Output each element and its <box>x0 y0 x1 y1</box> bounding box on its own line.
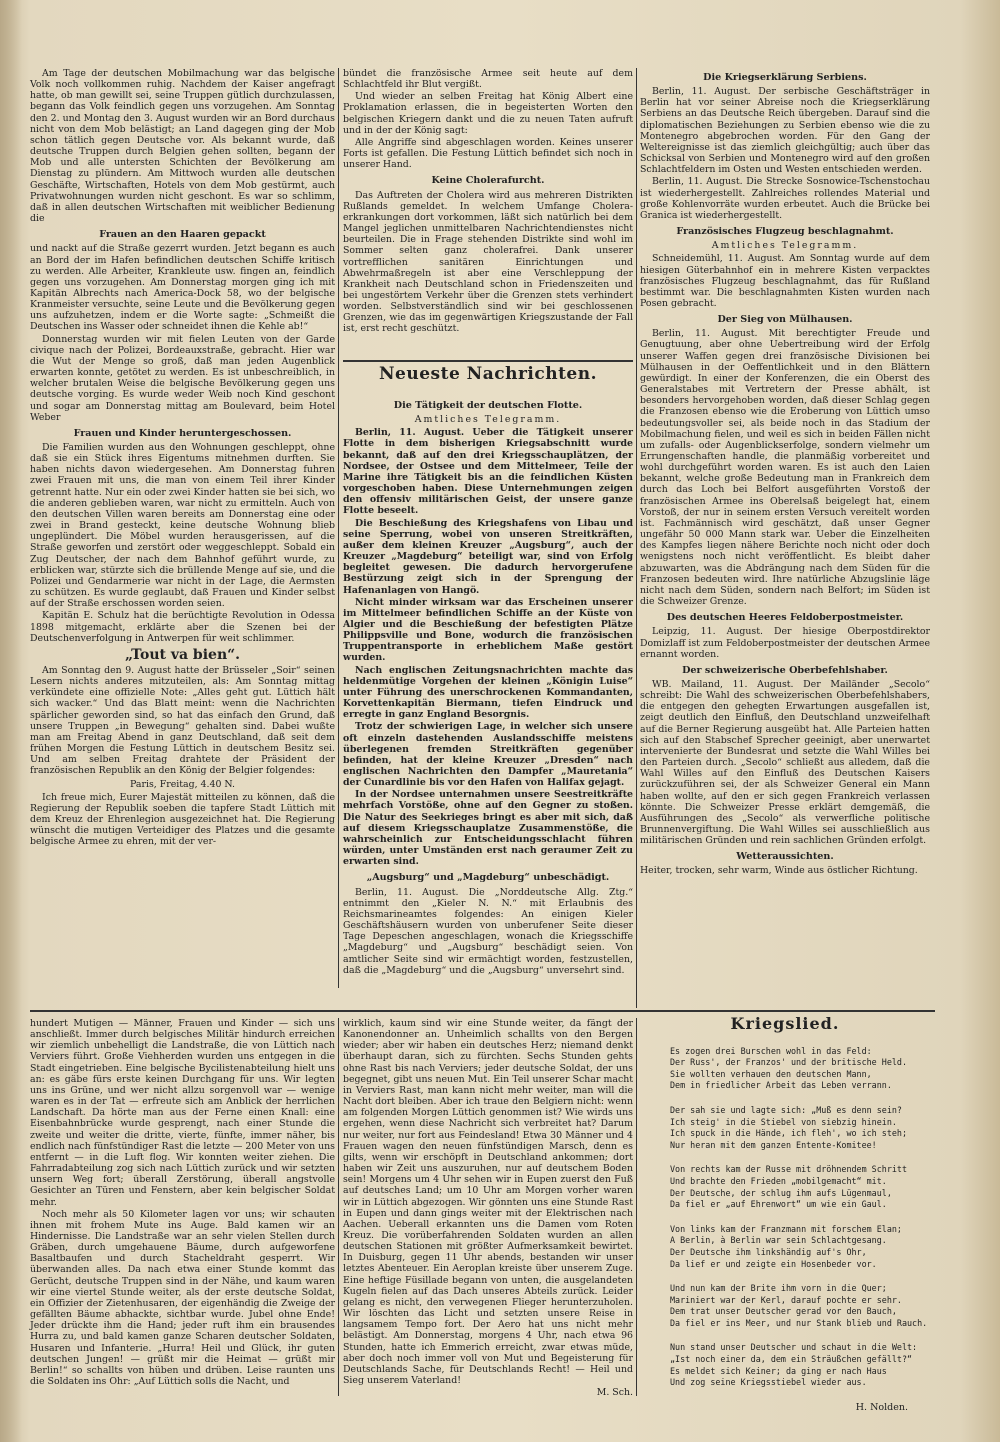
poem-line: Sie wollten verhauen den deutschen Mann, <box>670 1068 872 1079</box>
paragraph: hundert Mutigen — Männer, Frauen und Kinder — sich uns anschließt. Immer durch belgisches Militär hindurch erreichen wir ziemlich unbehelligt die Landstraße, die von Lüttich nach Verviers führt. Große Viehherden wurden uns entgegen in die Stadt eingetrieben. Eine belgische Bycilistenabteilung hielt uns an: es gäbe fürs erste keinen Durchgang für uns. Wir legten uns ins Grüne, und wer nicht allzu sorgenvoll war — wenige waren es in der Tat — erfreute sich am Anblick der herrlichen Landschaft. Da hörte man aus der Ferne einen Knall: eine Eisenbahnbrücke wurde gesprengt, nach einer Stunde die zweite und weiter die dritte, vierte, fünfte, immer näher, bis endlich nach fünfstündiger Rast die letzte — 200 Meter von uns entfernt — in die Luft flog. Wir konnten weiter ziehen. Die Fahrradabteilung zog sich nach Lüttich zurück und wir setzten unsern Weg fort; überall Zerstörung, überall angstvolle Gesichter an Türen und Fenstern, aber kein belgischer Soldat mehr. <box>30 1018 335 1208</box>
poem-stanza <box>670 1105 930 1151</box>
dateline: Paris, Freitag, 4.40 N. <box>129 778 235 790</box>
paragraph: Donnerstag wurden wir mit fielen Leuten von der Garde civique nach der Polizei, Bordeauxstraße, gebracht. Hier war die Wut der Menge so groß, daß man jeden Augenblick erwarten konnte, getötet zu werden. Es ist unbeschreiblich, in welcher brutalen Weise die belgische Bevölkerung gegen uns deutsche vorging. Es wurde weder Weib noch Kind geschont und sogar am Donnerstag mittag am Boulevard, beim Hotel Weber <box>30 333 335 423</box>
subheading: Der Sieg von Mülhausen. <box>717 314 853 326</box>
column-rule <box>636 1018 637 1396</box>
poem-line: Von rechts kam der Russe mit dröhnendem Schritt <box>670 1164 907 1175</box>
poem-author: H. Nolden. <box>855 1401 908 1413</box>
poem-line: Und zog seine Kriegsstiebel wieder aus. <box>670 1377 867 1388</box>
paragraph: Alle Angriffe sind abgeschlagen worden. Keines unserer Forts ist gefallen. Die Festung Lüttich befindet sich noch in unserer Hand. <box>343 136 633 171</box>
paragraph: bündet die französische Armee seit heute auf dem Schlachtfeld ihr Blut vergißt. <box>343 68 633 91</box>
poem-stanza <box>670 1283 930 1329</box>
poem-line: Der Deutsche, der schlug ihm aufs Lügenmaul, <box>670 1187 892 1198</box>
section-rule <box>343 360 633 362</box>
column-2-top <box>343 68 633 358</box>
poem-title: Kriegslied. <box>730 1014 840 1033</box>
paragraph: Berlin, 11. August. Die „Norddeutsche Allg. Ztg.“ entnimmt den „Kieler N. N.“ mit Erlaubnis des Reichsmarineamtes folgendes: An einigen Kieler Geschäftshäusern wurden von unberufener Seite dieser Tage Depeschen angeschlagen, wonach die Kriegsschiffe „Magdeburg“ und „Augsburg“ beschädigt seien. Von amtlicher Seite sind wir ermächtigt worden, festzustellen, daß die „Magdeburg“ und die „Augsburg“ unversehrt sind. <box>343 886 633 976</box>
poem-line: Nun stand unser Deutscher und schaut in die Welt: <box>670 1342 918 1353</box>
signature: M. Sch. <box>596 1387 633 1399</box>
subheading: Die Tätigkeit der deutschen Flotte. <box>393 400 583 411</box>
page-gutter-shadow <box>0 0 22 1442</box>
telegram-label: Amtliches Telegramm. <box>414 414 562 426</box>
section-title: Neueste Nachrichten. <box>378 364 598 384</box>
paragraph: Noch mehr als 50 Kilometer lagen vor uns; wir schauten ihnen mit frohem Mute ins Auge. Bald kamen wir an Hindernisse. Die Landstraße war an sehr vielen Stellen durch Gräben, durch umgehauene Bäume, durch aufgeworfene Basaltbaufen und durch Stacheldraht gesperrt. Wir überwanden alles. Da nach etwa einer Stunde kommt das Gerücht, deutsche Truppen sind in der Nähe, und kaum waren wir eine viertel Stunde weiter, als der erste deutsche Soldat, ein Offizier der Zietenhusaren, der eigenhändig die Zweige der gefällten Bäume abhackte, sichtbar wurde. Jubel ohne Ende! Jeder drückte ihm die Hand; jeder ruft ihm ein brausendes Hurra zu, und bald kamen ganze Scharen deutscher Soldaten, Husaren und Infanterie. „Hurra! Heil und Glück, ihr guten deutschen Jungen! — grüßt mir die Heimat — grüßt mir Berlin!“ so schallts von hüben und drüben. Leise raunten uns die Soldaten ins Ohr: „Auf Lüttich solls die Nacht, und <box>30 1208 335 1387</box>
subheading: Französisches Flugzeug beschlagnahmt. <box>676 226 894 238</box>
paragraph: Die Beschießung des Kriegshafens von Libau und seine Sperrung, wobei von unseren Streitkräften, außer dem kleinen Kreuzer „Augsburg“, auch der Kreuzer „Magdeburg“ beteiligt war, sind von Erfolg begleitet gewesen. Die dadurch hervorgerufene Bestürzung zeigt sich in der Sprengung der Hafenanlagen von Hangö. <box>343 517 633 596</box>
poem-line: Der Deutsche ihm linkshändig auf's Ohr, <box>670 1246 867 1257</box>
poem-line: Und brachte den Frieden „mobilgemacht“ mit. <box>670 1175 887 1186</box>
column-5 <box>343 1018 633 1398</box>
paragraph: Am Sonntag den 9. August hatte der Brüsseler „Soir“ seinen Lesern nichts anderes mitzuteilen, als: Am Sonntag mittag verkündete eine offizielle Note: „Alles geht gut. Lüttich hält sich wacker.“ Und das Blatt meint: wenn die Nachrichten spärlicher geworden sind, so hat das einfach den Grund, daß unsere Truppen „in Bewegung“ gehalten sind. Dabei wußte man am Freitag Abend in ganz Deutschland, daß seit dem frühen Morgen die Festung Lüttich in deutschem Besitz sei. Und am selben Freitag drahtete der Präsident der französischen Republik an den König der Belgier folgendes: <box>30 664 335 777</box>
paragraph: In der Nordsee unternahmen unsere Seestreitkräfte mehrfach Vorstöße, ohne auf den Gegner zu stoßen. Die Natur des Seekrieges bringt es aber mit sich, daß auf diesem Kriegsschauplatze Zusammenstöße, die wahrscheinlich zur Entscheidungsschlacht führen würden, unter Umständen erst nach geraumer Zeit zu erwarten sind. <box>343 789 633 868</box>
paragraph: Trotz der schwierigen Lage, in welcher sich unsere oft einzeln dastehenden Auslandsschiffe meistens überlegenen fremden Streitkräften gegenüber befinden, hat der kleine Kreuzer „Dresden“ nach englischen Nachrichten den Dampfer „Mauretania“ der Cunardlinie bis vor den Hafen von Halifax gejagt. <box>343 721 633 789</box>
poem-line: Der sah sie und lagte sich: „Muß es denn sein? <box>670 1104 902 1115</box>
subheading: „Augsburg“ und „Magdeburg“ unbeschädigt. <box>366 872 610 884</box>
paragraph: Und wieder an selben Freitag hat König Albert eine Proklamation erlassen, die in begeisterten Worten den belgischen Kriegern dankt und die zu neuen Taten aufruft und in der der König sagt: <box>343 91 633 136</box>
poem-line: Es zogen drei Burschen wohl in das Feld: <box>670 1045 872 1056</box>
poem-line: Von links kam der Franzmann mit forschem Elan; <box>670 1223 902 1234</box>
column-1 <box>30 68 335 985</box>
poem-line: A Berlin, à Berlin war sein Schlachtgesang. <box>670 1235 887 1246</box>
column-rule <box>338 1018 339 1396</box>
poem-stanza <box>670 1224 930 1270</box>
paragraph: Das Auftreten der Cholera wird aus mehreren Distrikten Rußlands gemeldet. In welchem Umfange Cholera-erkrankungen dort vorkommen, läßt sich natürlich bei dem Mangel jeglichen unmittelbaren Nachrichtendienstes nicht beurteilen. Die in Frage stehenden Distrikte sind wohl im Sommer selten ganz cholerafrei. Dank unserer vortrefflichen sanitären Einrichtungen und Abwehrmaßregeln ist aber eine Verschleppung der Krankheit nach Deutschland schon in Friedenszeiten und bei ungestörtem Verkehr über die Grenzen stets verhindert worden. Selbstverständlich sind wir bei geschlossenen Grenzen, wie das im gegenwärtigen Kriegszustande der Fall ist, erst recht geschützt. <box>343 189 633 335</box>
paragraph: Die Familien wurden aus den Wohnungen geschleppt, ohne daß sie ein Stück ihres Eigentums mitnehmen durften. Sie haben nichts davon wiedergesehen. Am Donnerstag fuhren zwei Frauen mit uns, die man von einem Teil ihrer Kinder getrennt hatte. Nur ein oder zwei Kinder hatten sie bei sich, wo die anderen geblieben waren, war nicht zu ermitteln. Auch von den deutschen Villen waren bereits am Donnerstag eine oder zwei in Brand gesteckt, keine deutsche Wohnung blieb ungeplündert. Die Möbel wurden herausgerissen, auf die Straße geworfen und zerstört oder weggeschleppt. Sobald ein Zug Deutscher, der nach dem Bahnhof geführt wurde, zu erblicken war, stürzte sich die brüllende Menge auf sie, und die Polizei und Gendarmerie war nicht in der Lage, die Aermsten zu schützen. Es wurde geglaubt, daß Frauen und Kinder selbst auf der Straße erschossen worden seien. <box>30 442 335 610</box>
column-3 <box>640 72 930 1007</box>
poem-line: Der Russ', der Franzos' und der britische Held. <box>670 1057 907 1068</box>
paragraph: Nach englischen Zeitungsnachrichten machte das heldenmütige Vorgehen der kleinen „Königin Luise“ unter Führung des unerschrockenen Kommandanten, Korvettenkapitän Biermann, tiefen Eindruck und erregte in ganz England Besorgnis. <box>343 664 633 721</box>
poem-line: „Ist noch einer da, dem ein Sträußchen gefällt?“ <box>670 1354 913 1365</box>
telegram-label: Amtliches Telegramm. <box>711 240 859 252</box>
subheading: Des deutschen Heeres Feldoberpostmeister. <box>666 612 904 624</box>
column-4 <box>30 1018 335 1398</box>
poem-line: Dem trat unser Deutscher gerad vor den Bauch, <box>670 1306 897 1317</box>
subheading: Frauen und Kinder heruntergeschossen. <box>73 427 292 439</box>
poem-line: Dem in friedlicher Arbeit das Leben verrann. <box>670 1080 892 1091</box>
paragraph: Berlin, 11. August. Der serbische Geschäftsträger in Berlin hat vor seiner Abreise noch die Kriegserklärung Serbiens an das Deutsche Reich übergeben. Darauf sind die diplomatischen Beziehungen zu Serbien ebenso wie die zu Montenegro abgebrochen worden. Für den Gang der Weltereignisse ist das ziemlich gleichgültig; auch über das Schicksal von Serbien und Montenegro wird auf den großen Schlachtfeldern im Osten und Westen entschieden werden. <box>640 86 930 176</box>
poem-line: Da fiel er „auf Ehrenwort“ um wie ein Gaul. <box>670 1199 887 1210</box>
column-rule <box>636 68 637 1008</box>
paragraph: Berlin, 11. August. Ueber die Tätigkeit unserer Flotte in dem bisherigen Kriegsabschnitt wurde bekannt, daß auf den drei Kriegsschauplätzen, der Nordsee, der Ostsee und dem Mittelmeer, Teile der Marine ihre Tätigkeit bis an die feindlichen Küsten vorgeschoben haben. Diese Unternehmungen zeigen den offensiv militärischen Geist, der unsere ganze Flotte beseelt. <box>343 427 633 517</box>
poem-stanza <box>670 1046 930 1092</box>
weather-forecast: Heiter, trocken, sehr warm, Winde aus östlicher Richtung. <box>640 865 918 877</box>
paragraph: Berlin, 11. August. Mit berechtigter Freude und Genugtuung, aber ohne Uebertreibung wird der Erfolg unserer Waffen gegen drei französische Divisionen bei Mülhausen in der Oeffentlichkeit und in den Blättern gewürdigt. In einer der Konferenzen, die ein Oberst des Generalstabes mit Vertretern der Presse abhält, ist besonders hervorgehoben worden, daß dieser Schlag gegen die Franzosen ebenso wie die Eroberung von Lüttich umso bedeutungsvoller sei, als beide noch in das Stadium der Mobilmachung fielen, und weil es sich in beiden Fällen nicht um zufalls- oder Augenblickserfolge, sondern vielmehr um Errungenschaften handle, die planmäßig vorbereitet und wohl durchgeführt worden waren. Es ist auch den Laien bekannt, welche große Bedeutung man in Frankreich dem durch das Loch bei Belfort ausgeführten Vorstoß der französischen Armee ins Oberelsaß beigelegt hat, einem Vorstoß, der nur in seinem ersten Versuch vereitelt worden ist. Fachmännisch wird geschätzt, daß unser Gegner ungefähr 50 000 Mann stark war. Ueber die Einzelheiten des Kampfes liegen nähere Berichte noch nicht oder doch wenigstens noch nicht veröffentlicht. Es bleibt daher abzuwarten, was die Abdrängung nach dem Süden für die Franzosen bedeuten wird. Ihre natürliche Abzugslinie läge nicht nach dem Süden, sondern nach Belfort; im Süden ist die Schweizer Grenze. <box>640 328 930 608</box>
subheading: Der schweizerische Oberbefehlshaber. <box>682 664 888 676</box>
paragraph: Am Tage der deutschen Mobilmachung war das belgische Volk noch vollkommen ruhig. Nachdem der Kaiser angefragt hatte, ob man gewillt sei, seine Truppen gütlich durchzulassen, begann das Volk feindlich gegen uns vorzugehen. Am Sonntag den 2. und Montag den 3. August wurden wir an Bord durchaus nicht von dem Mob belästigt; an Land dagegen ging der Mob schon tätlich gegen Deutsche vor. Als bekannt wurde, daß deutsche Truppen durch Belgien gehen sollten, begann der Mob und alle untersten Schichten der Bevölkerung am Dienstag zu plündern. Am Mittwoch wurden alle deutschen Geschäfte, Wirtschaften, Hotels von dem Mob gestürmt, auch Privatwohnungen wurden nicht geschont. Es war so schlimm, daß in allen deutschen Wirtschaften mit weiblicher Bedienung die <box>30 68 335 225</box>
poem-stanza <box>670 1164 930 1210</box>
poem-line: Mariniert war der Kerl, darauf pochte er sehr. <box>670 1294 902 1305</box>
paragraph: Ich freue mich, Eurer Majestät mitteilen zu können, daß die Regierung der Republik soeben die tapfere Stadt Lüttich mit dem Kreuz der Ehrenlegion ausgezeichnet hat. Die Regierung wünscht die mutigen Verteidiger des Platzes und die gesamte belgische Armee zu ehren, mit der ver- <box>30 791 335 848</box>
paragraph: WB. Mailand, 11. August. Der Mailänder „Secolo“ schreibt: Die Wahl des schweizerischen Oberbefehlshabers, die entgegen den gehegten Erwartungen ausgefallen ist, zeigt deutlich den Einfluß, den Deutschland unzweifelhaft auf die Berner Regierung ausgeübt hat. Alle Parteien hatten sich auf den Stabschef Sprecher geeinigt, aber unerwartet intervenierte der Bundesrat und setzte die Wahl Willes bei den Parteien durch. „Secolo“ schließt aus alledem, daß die Wahl Willes auf den Einfluß des Deutschen Kaisers zurückzuführen sei, der als Schweizer General ein Mann haben wollte, auf den er sich gegen Frankreich verlassen könnte. Die Schweizer Presse erklärt demgemäß, die Ausführungen des „Secolo“ als verwerfliche politische Brunnenvergiftung. Die Wahl Willes sei ausschließlich aus militärischen Gründen und rein sachlichen Gründen erfolgt. <box>640 678 930 847</box>
poem-line: Ich steig' in die Stiebel von siebzig hinein. <box>670 1116 897 1127</box>
paragraph: Nicht minder wirksam war das Erscheinen unserer im Mittelmeer befindlichen Schiffe an der Küste von Algier und die Beschießung der befestigten Plätze Philippsville und Bone, wodurch die französischen Truppentransporte in erheblichem Maße gestört wurden. <box>343 596 633 664</box>
paragraph: Leipzig, 11. August. Der hiesige Oberpostdirektor Domizlaff ist zum Feldoberpostmeister der deutschen Armee ernannt worden. <box>640 626 930 660</box>
poem-line: Ich spuck in die Hände, ich fleh', wo ich steh; <box>670 1128 907 1139</box>
paragraph: wirklich, kaum sind wir eine Stunde weiter, da fängt der Kanonendonner an. Unheimlich schallts von den Bergen wieder; aber wir haben ein deutsches Herz; niemand denkt überhaupt daran, sich zu fürchten. Sechs Stunden gehts ohne Rast bis nach Verviers; jeder deutsche Soldat, der uns begegnet, gibt uns neuen Mut. Ein Teil unserer Schar macht in Verviers Rast, man kann nicht mehr weiter, man will die Nacht dort bleiben. Aber ich traue den Belgiern nicht: wenn am folgenden Morgen Lüttich genommen ist? Wie wirds uns ergehen, wenn diese Nachricht sich verbreitet hat? Darum nur weiter, nur fort aus Feindesland! Etwa 30 Männer und 4 Frauen wagen den neuen fünfstündigen Marsch, denn es gilts, wenn wir erschöpft in Deutschland ankommen; dort haben wir Zeit uns auszuruhen, nur auf deutschem Boden sein! Morgens um 4 Uhr sehen wir in Eupen zuerst den Fuß auf deutsches Land; um 10 Uhr am Morgen vorher waren wir in Lüttich abgezogen. Wir gönnten uns eine Stunde Rast in Eupen und dann gings weiter mit der Elektrischen nach Aachen. Ueberall erkannten uns die Damen vom Roten Kreuz. Die vorüberfahrenden Soldaten wurden an allen deutschen Stationen mit größter Aufmerksamkeit bewirtet. In Duisburg, gegen 11 Uhr abends, bestanden wir unser letztes Abenteuer. Ein Aeroplan kreiste über unserem Zuge. Eine heftige Füsillade begann von unten, die ausgelandeten Kugeln fielen auf das Dach unseres Abteils zurück. Leider gelang es nicht, den verwegenen Flieger herunterzuholen. Wir löschten das Licht und setzten unsere Reise in langsamem Tempo fort. Der Aero hat uns nicht mehr belästigt. Am Donnerstag, morgens 4 Uhr, nach etwa 96 Stunden, hatte ich Emmerich erreicht, zwar etwas müde, aber doch noch immer voll von Mut und Begeisterung für Deutschlands Sache, für Deutschlands Recht! — Heil und Sieg unserem Vaterland! <box>343 1018 633 1386</box>
paragraph: Kapitän E. Schulz hat die berüchtigte Revolution in Odessa 1898 mitgemacht, erklärte aber die Szenen bei der Deutschenverfolgung in Antwerpen für weit schlimmer. <box>30 610 335 644</box>
news-header <box>343 364 633 384</box>
poem-stanza <box>670 1342 930 1388</box>
subheading: Wetteraussichten. <box>736 851 834 863</box>
paragraph: Schneidemühl, 11. August. Am Sonntag wurde auf dem hiesigen Güterbahnhof ein in mehrere Kisten verpacktes französisches Flugzeug beschlagnahmt, das für Rußland bestimmt war. Die beschlagnahmten Kisten wurden nach Posen gebracht. <box>640 253 930 309</box>
subheading: Die Kriegserklärung Serbiens. <box>703 72 867 83</box>
poem-line: Da lief er und zeigte ein Hosenbeder vor. <box>670 1258 877 1269</box>
poem-line: Nur heran mit dem ganzen Entente-Komitee! <box>670 1139 877 1150</box>
poem-line: Und nun kam der Brite ihm vorn in die Quer; <box>670 1283 887 1294</box>
subheading: Frauen an den Haaren gepackt <box>99 229 266 241</box>
column-2-news <box>343 395 633 985</box>
horizontal-rule <box>30 1010 935 1012</box>
subheading: „Tout va bien“. <box>124 646 241 663</box>
poem-line: Da fiel er ins Meer, und nur Stank blieb und Rauch. <box>670 1317 928 1328</box>
column-rule <box>338 68 339 988</box>
poem-line: Es meldet sich Keiner; da ging er nach Haus <box>670 1365 887 1376</box>
subheading: Keine Cholerafurcht. <box>431 175 545 187</box>
paragraph: Berlin, 11. August. Die Strecke Sosnowice-Tschenstochau ist wiederhergestellt. Zahlreiches rollendes Material und große Kohlenvorräte wurden erbeutet. Auch die Brücke bei Granica ist wiederhergestellt. <box>640 176 930 221</box>
poem <box>640 1014 930 1413</box>
paragraph: und nackt auf die Straße gezerrt wurden. Jetzt begann es auch an Bord der im Hafen befindlichen deutschen Schiffe kritisch zu werden. Alle Arbeiter, Krankleute usw. fingen an, feindlich gegen uns vorzugehen. Am Donnerstag morgen ging ich mit Kapitän Albrechts nach America-Dock 58, wo der belgische Kranmeister versuchte, seine Leute und die Bevölkerung gegen uns aufzuhetzen, indem er die Worte sagte: „Schmeißt die Deutschen ins Wasser oder schneidet ihnen die Kehle ab!“ <box>30 243 335 333</box>
